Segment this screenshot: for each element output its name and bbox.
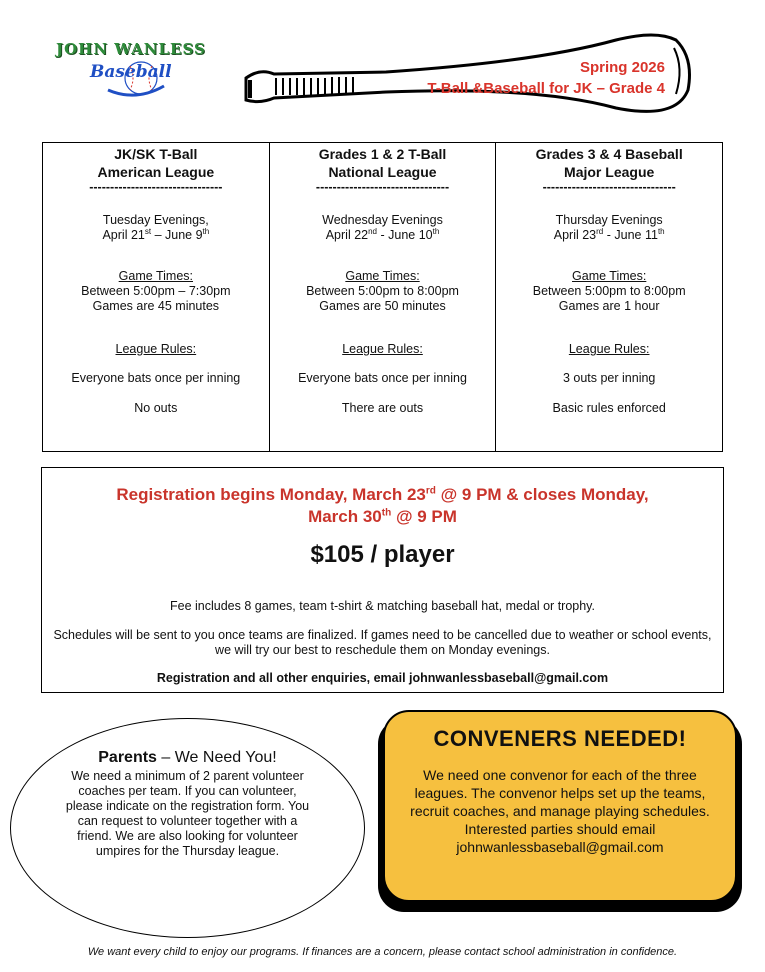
- game-length: Games are 45 minutes: [92, 299, 220, 313]
- league-rule: Everyone bats once per inning: [71, 371, 241, 385]
- game-length: Games are 1 hour: [558, 299, 660, 313]
- conveners-interest: Interested parties should email: [464, 821, 656, 837]
- parents-callout: [10, 718, 365, 938]
- league-title: [270, 145, 496, 181]
- league-rules-label: League Rules:: [115, 342, 197, 356]
- contact-line: Registration and all other enquiries, email johnwanlessbaseball@gmail.com: [156, 671, 609, 685]
- footer-note: We want every child to enjoy our programs. If finances are a concern, please contact school administration in confidence.: [87, 946, 678, 958]
- league-rule: No outs: [134, 401, 178, 415]
- divider: --------------------------------: [89, 181, 223, 193]
- season-label: Spring 2026: [579, 59, 665, 76]
- league-title-line2: Major League: [564, 164, 655, 180]
- league-dates: April 22nd - June 10th: [325, 226, 440, 242]
- league-rule: There are outs: [341, 401, 424, 415]
- divider: --------------------------------: [542, 181, 676, 193]
- registration-box: [41, 467, 724, 693]
- conveners-body: [385, 766, 735, 856]
- league-title: [43, 145, 269, 181]
- league-rule: Basic rules enforced: [552, 401, 666, 415]
- game-times: Between 5:00pm to 8:00pm: [532, 284, 686, 298]
- league-day: Wednesday Evenings: [322, 213, 443, 227]
- conveners-callout: [383, 710, 737, 902]
- program-label: T-Ball &Baseball for JK – Grade 4: [427, 80, 665, 97]
- league-column-national: [270, 143, 497, 451]
- league-rules-label: League Rules:: [568, 342, 650, 356]
- divider: --------------------------------: [315, 181, 450, 193]
- league-day: Tuesday Evenings,: [102, 213, 209, 227]
- game-times-label: Game Times:: [345, 269, 420, 283]
- league-schedule-table: [42, 142, 723, 452]
- league-column-major: [496, 143, 722, 451]
- league-title-line1: Grades 1 & 2 T-Ball: [318, 146, 447, 162]
- parents-title: Parents – We Need You!: [98, 749, 277, 766]
- league-title-line1: JK/SK T-Ball: [114, 146, 198, 162]
- league-dates: April 21st – June 9th: [102, 226, 210, 242]
- league-dates: April 23rd - June 11th: [553, 226, 665, 242]
- league-column-american: [43, 143, 270, 451]
- league-rule: Everyone bats once per inning: [298, 371, 467, 385]
- game-times: Between 5:00pm to 8:00pm: [306, 284, 459, 298]
- conveners-title: CONVENERS NEEDED!: [433, 726, 687, 751]
- conveners-email: johnwanlessbaseball@gmail.com: [456, 839, 664, 855]
- league-title-line1: Grades 3 & 4 Baseball: [535, 146, 683, 162]
- league-title: [496, 145, 722, 181]
- john-wanless-baseball-logo: [56, 40, 206, 110]
- logo-school-name: JOHN WANLESS: [56, 40, 206, 58]
- logo-baseball-script: Baseball: [90, 62, 172, 82]
- league-day: Thursday Evenings: [555, 213, 663, 227]
- league-rule: 3 outs per inning: [562, 371, 656, 385]
- price: $105 / player: [310, 541, 455, 568]
- schedule-note: Schedules will be sent to you once teams are finalized. If games need to be cancelled due to weather or school events, we will try our best to reschedule them on Monday evenings.: [53, 628, 712, 657]
- game-times-label: Game Times:: [572, 269, 647, 283]
- conveners-text: We need one convenor for each of the three leagues. The convenor helps set up the teams, recruit coaches, and manage playing schedules.: [410, 767, 710, 819]
- league-title-line2: American League: [97, 164, 215, 180]
- season-heading: [427, 57, 665, 99]
- game-times-label: Game Times:: [118, 269, 193, 283]
- league-title-line2: National League: [328, 164, 437, 180]
- fee-note: Fee includes 8 games, team t-shirt & matching baseball hat, medal or trophy.: [170, 599, 595, 613]
- league-rules-label: League Rules:: [342, 342, 423, 356]
- parents-body: We need a minimum of 2 parent volunteer coaches per team. If you can volunteer, please indicate on the registration form. You can request to volunteer together with a friend. We are also looking for volunteer umpires for the Thursday league.: [65, 769, 310, 858]
- registration-dates: Registration begins Monday, March 23rd @ 9 PM & closes Monday, March 30th @ 9 PM: [116, 485, 649, 526]
- game-times: Between 5:00pm – 7:30pm: [81, 284, 231, 298]
- game-length: Games are 50 minutes: [319, 299, 446, 313]
